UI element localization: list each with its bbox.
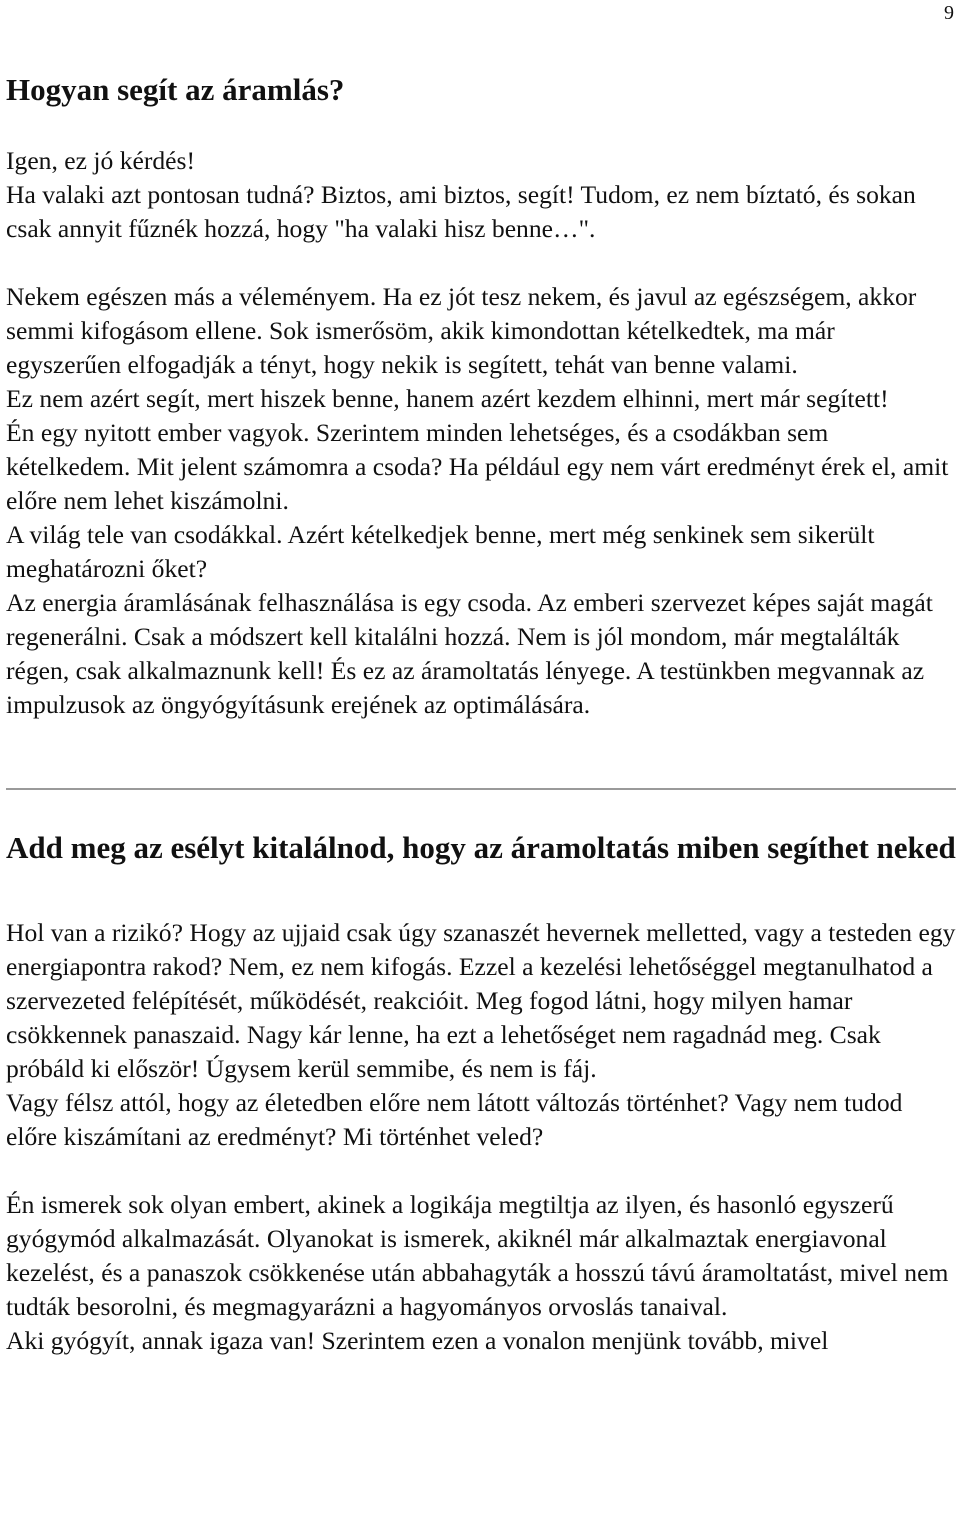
paragraph: Az energia áramlásának felhasználása is egy csoda. Az emberi szervezet képes saját magát regenerálni. Csak a módszert kell kitalálni hozzá. Nem is jól mondom, már megtalálták régen, csak alkalmaznunk kell! És ez az áramoltatás lényege. A testünkben megvannak az impulzusok az öngyógyításunk erejének az optimálására. (6, 588, 933, 719)
paragraph: Vagy félsz attól, hogy az életedben előre nem látott változás történhet? Vagy nem tudod előre kiszámítani az eredményt? Mi történhet veled? (6, 1088, 903, 1151)
paragraph: Aki gyógyít, annak igaza van! Szerintem ezen a vonalon menjünk tovább, mivel (6, 1326, 829, 1355)
paragraph: Nekem egészen más a véleményem. Ha ez jót tesz nekem, és javul az egészségem, akkor semmi kifogásom ellene. Sok ismerősöm, akik kimondottan kételkedtek, ma már egyszerűen elfogadják a tényt, hogy nekik is segített, tehát van benne valami. (6, 282, 917, 379)
paragraph-gap (6, 1154, 956, 1188)
page-number: 9 (944, 2, 954, 24)
section-divider (6, 788, 956, 790)
section-heading: Add meg az esélyt kitalálnod, hogy az áramoltatás miben segíthet neked (6, 830, 956, 865)
paragraph: Ez nem azért segít, mert hiszek benne, hanem azért kezdem elhinni, mert már segített! (6, 384, 889, 413)
document-body (6, 70, 956, 1358)
paragraph-gap (6, 246, 956, 280)
paragraph: Igen, ez jó kérdés! (6, 146, 196, 175)
paragraph: Hol van a rizikó? Hogy az ujjaid csak úgy szanaszét hevernek melletted, vagy a testeden egy energiapontra rakod? Nem, ez nem kifogás. Ezzel a kezelési lehetőséggel megtanulhatod a szervezeted felépítését, működését, reakcióit. Meg fogod látni, hogy milyen hamar csökkennek panaszaid. Nagy kár lenne, ha ezt a lehetőséget nem ragadnád meg. Csak próbáld ki először! Úgysem kerül semmibe, és nem is fáj. (6, 918, 956, 1083)
paragraph: A világ tele van csodákkal. Azért kételkedjek benne, mert még senkinek sem sikerült meghatározni őket? (6, 520, 875, 583)
paragraph: Én egy nyitott ember vagyok. Szerintem minden lehetséges, és a csodákban sem kételkedem. Mit jelent számomra a csoda? Ha például egy nem várt eredményt érek el, amit előre nem lehet kiszámolni. (6, 418, 949, 515)
section-heading: Hogyan segít az áramlás? (6, 72, 345, 107)
paragraph: Ha valaki azt pontosan tudná? Biztos, ami biztos, segít! Tudom, ez nem bíztató, és sokan csak annyit fűznék hozzá, hogy "ha valaki hisz benne…". (6, 180, 916, 243)
paragraph: Én ismerek sok olyan embert, akinek a logikája megtiltja az ilyen, és hasonló egyszerű gyógymód alkalmazását. Olyanokat is ismerek, akiknél már alkalmaztak energiavonal kezelést, és a panaszok csökkenése után abbahagyták a hosszú távú áramoltatást, mivel nem tudták besorolni, és megmagyarázni a hagyományos orvoslás tanaival. (6, 1190, 949, 1321)
